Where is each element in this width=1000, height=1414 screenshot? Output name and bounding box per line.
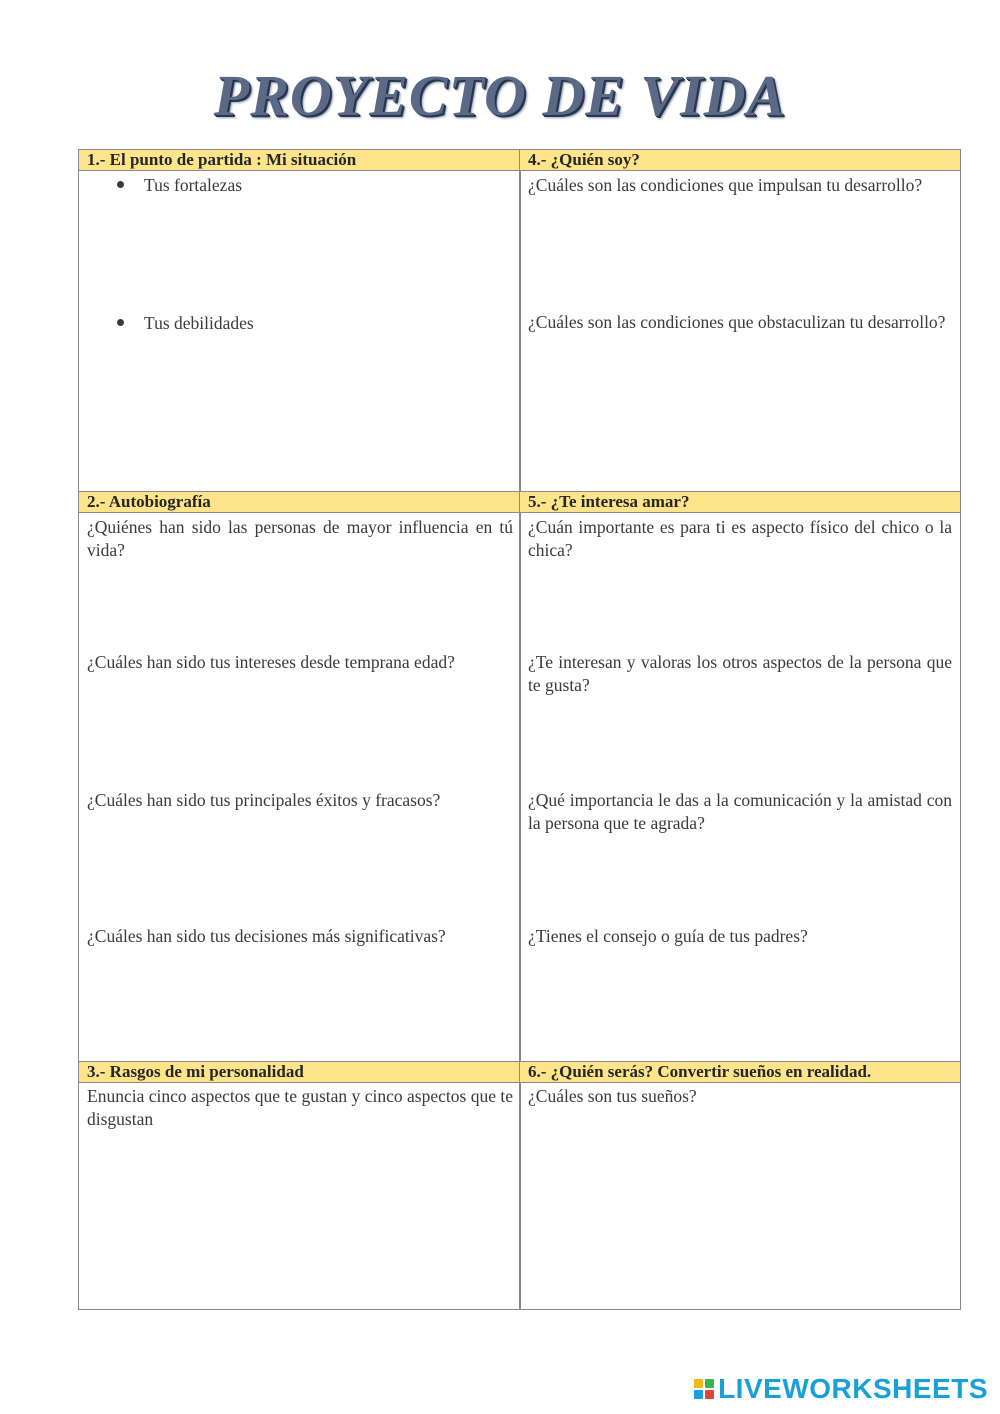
question-suenos[interactable]: ¿Cuáles son tus sueños?: [528, 1086, 697, 1106]
worksheet-table: [78, 149, 961, 1310]
section-3-header: 3.- Rasgos de mi personalidad: [79, 1061, 519, 1083]
section-5-header: 5.- ¿Te interesa amar?: [520, 491, 960, 513]
question-rasgos-personalidad[interactable]: Enuncia cinco aspectos que te gustan y cinco aspectos que te disgustan: [87, 1086, 513, 1129]
question-condiciones-obstaculizan[interactable]: ¿Cuáles son las condiciones que obstaculizan tu desarrollo?: [528, 312, 946, 332]
bullet-debilidades[interactable]: [117, 313, 254, 334]
logo-square-red: [705, 1390, 714, 1399]
question-otros-aspectos[interactable]: ¿Te interesan y valoras los otros aspectos de la persona que te gusta?: [528, 652, 952, 695]
page-title: PROYECTO DE VIDA: [213, 63, 787, 128]
bullet-label: Tus fortalezas: [144, 175, 243, 195]
question-aspecto-fisico[interactable]: ¿Cuán importante es para ti es aspecto físico del chico o la chica?: [528, 517, 952, 560]
question-condiciones-impulsan[interactable]: ¿Cuáles son las condiciones que impulsan tu desarrollo?: [528, 175, 923, 195]
bullet-icon: [117, 319, 124, 326]
question-personas-influencia[interactable]: ¿Quiénes han sido las personas de mayor influencia en tú vida?: [87, 517, 513, 560]
question-decisiones[interactable]: ¿Cuáles han sido tus decisiones más significativas?: [87, 926, 446, 946]
section-2-header: 2.- Autobiografía: [79, 491, 519, 513]
liveworksheets-logo-icon: [694, 1379, 714, 1399]
logo-square-yellow: [694, 1379, 703, 1388]
logo-square-green: [705, 1379, 714, 1388]
question-comunicacion-amistad[interactable]: ¿Qué importancia le das a la comunicación y la amistad con la persona que te agrada?: [528, 790, 952, 833]
section-4-header: 4.- ¿Quién soy?: [520, 149, 960, 171]
section-1-header: 1.- El punto de partida : Mi situación: [79, 149, 519, 171]
liveworksheets-brand[interactable]: [694, 1374, 988, 1404]
question-exitos-fracasos[interactable]: ¿Cuáles han sido tus principales éxitos y fracasos?: [87, 790, 441, 810]
logo-square-blue: [694, 1390, 703, 1399]
bullet-label: Tus debilidades: [144, 313, 254, 333]
bullet-icon: [117, 181, 124, 188]
brand-name: LIVEWORKSHEETS: [718, 1373, 988, 1404]
column-divider: [519, 150, 521, 1309]
question-intereses[interactable]: ¿Cuáles han sido tus intereses desde temprana edad?: [87, 652, 455, 672]
section-6-header: 6.- ¿Quién serás? Convertir sueños en realidad.: [520, 1061, 960, 1083]
question-consejo-padres[interactable]: ¿Tienes el consejo o guía de tus padres?: [528, 926, 808, 946]
bullet-fortalezas[interactable]: [117, 175, 242, 196]
